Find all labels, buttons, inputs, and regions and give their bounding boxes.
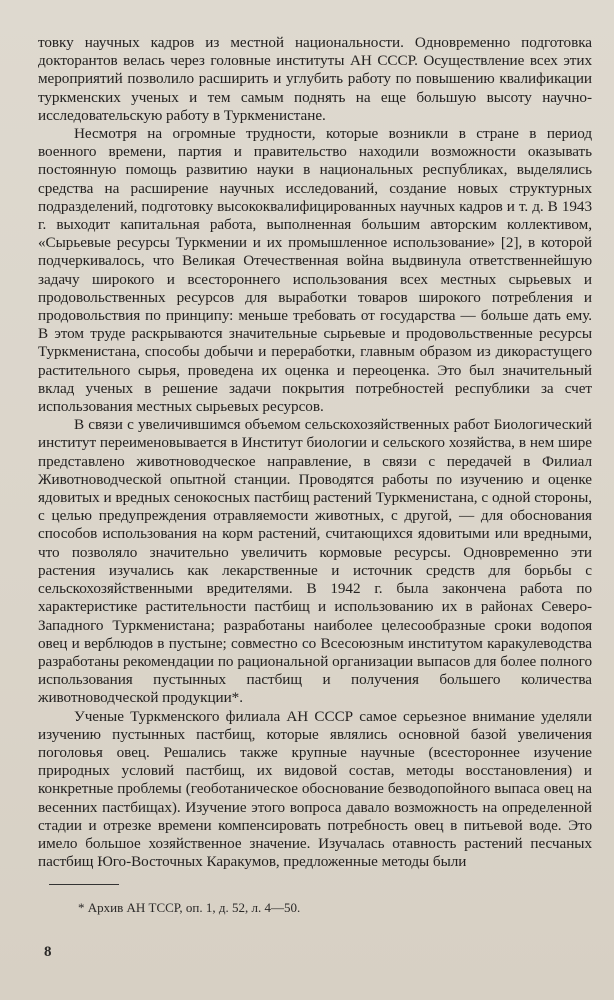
paragraph-3: В связи с увеличившимся объемом сельскохозяйственных работ Биологический институт переименовывается в Институт биологии и сельского хозяйства, в нем шире представлено животноводческое направление, в связи с передачей в Филиал Животноводческой опытной станции. Проводятся работы по изучению и оценке ядовитых и вредных сенокосных пастбищ растений Туркменистана, с одной стороны, с целью предупреждения отравляемости животных, с другой, — для обоснования способов использования на корм растений, считающихся ядовитыми или вредными, что позволяло значительно увеличить кормовые ресурсы. Одновременно эти растения изучались как лекарственные и источник средств для борьбы с сельскохозяйственными вредителями. В 1942 г. была закончена работа по характеристике растительности пастбищ и использованию их в районах Северо-Западного Туркменистана; разработаны наиболее целесообразные сроки водопоя овец и верблюдов в пустыне; совместно со Всесоюзным институтом каракулеводства разработаны рекомендации по рациональной организации выпасов для более полного использования пустынных пастбищ и получения большего количества животноводческой продукции*. [38,416,592,707]
paragraph-2: Несмотря на огромные трудности, которые возникли в стране в период военного времени, партия и правительство находили возможности оказывать постоянную помощь развитию науки в национальных республиках, выделялись средства на расширение научных исследований, создание новых структурных подразделений, подготовку высококвалифицированных научных кадров и т. д. В 1943 г. выходит капитальная работа, выполненная большим авторским коллективом, «Сырьевые ресурсы Туркмении и их промышленное использование» [2], в которой подчеркивалось, что Великая Отечественная война выдвинула ответственнейшую задачу широкого и всестороннего использования всех местных сырьевых и продовольственных ресурсов для выработки товаров широкого потребления и продовольствия по принципу: меньше требовать от государства — больше дать ему. В этом труде раскрываются значительные сырьевые и продовольственные ресурсы Туркменистана, способы добычи и переработки, главным образом из дикорастущего растительного сырья, проведена их оценка и переоценка. Это был значительный вклад ученых в решение задачи покрытия потребностей республики за счет использования местных сырьевых ресурсов. [38,125,592,416]
page-number: 8 [44,944,52,960]
footnote: * Архив АН ТССР, оп. 1, д. 52, л. 4—50. [78,900,301,915]
paragraph-4: Ученые Туркменского филиала АН СССР самое серьезное внимание уделяли изучению пустынных пастбищ, которые являлись основной базой увеличения поголовья овец. Решались также крупные научные (всестороннее изучение природных условий пастбищ, их видовой состав, методы восстановления) и конкретные проблемы (геоботаническое обоснование безводопойного выпаса овец на весенних пастбищах). Изучение этого вопроса давало возможность на определенной стадии и отрезке времени компенсировать потребность овец в питьевой воде. Это имело большое хозяйственное значение. Изучалась отавность растений песчаных пастбищ Юго-Восточных Каракумов, предложенные методы были [38,707,592,871]
paragraph-1: товку научных кадров из местной национальности. Одновременно подготовка докторантов велась через головные институты АН СССР. Осуществление всех этих мероприятий позволило расширить и углубить работу по повышению квалификации туркменских ученых и тем самым поднять на еще большую высоту научно-исследовательскую работу в Туркменистане. [38,34,592,124]
body-text [38,34,592,871]
footnote-rule [49,884,119,885]
